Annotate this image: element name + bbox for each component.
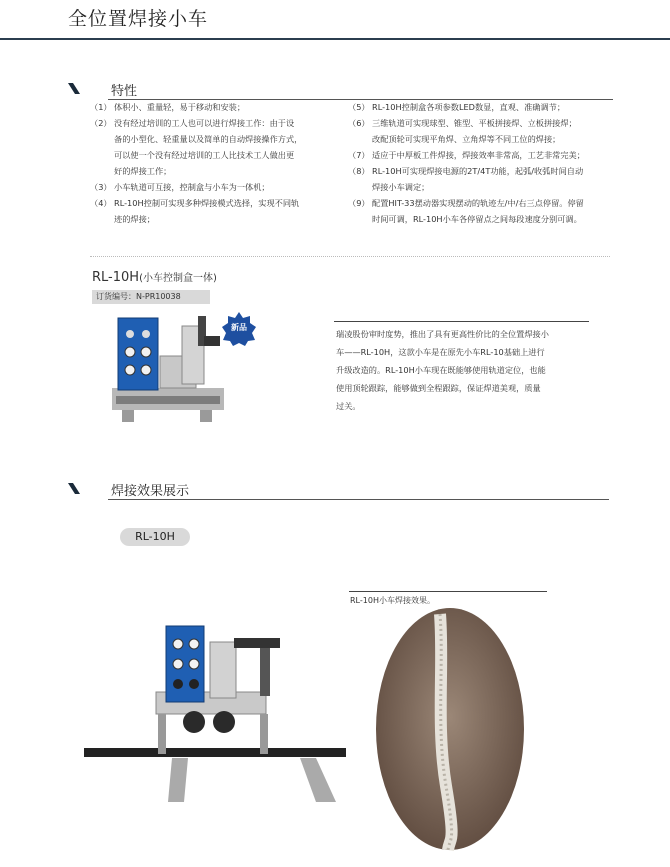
product-description [336, 325, 591, 415]
effects-heading [68, 480, 613, 502]
feature-item [348, 99, 638, 115]
feature-item [348, 147, 638, 163]
title-rule [0, 38, 670, 40]
feature-item [90, 195, 345, 227]
feature-text: 没有经过培训的工人也可以进行焊接工作：由于设 [114, 118, 295, 128]
product-model-sub: (小车控制盒一体) [139, 273, 217, 284]
new-badge-label: 新品 [231, 323, 247, 332]
feature-number: （1） [90, 102, 112, 112]
product-model [92, 269, 217, 285]
feature-item [348, 195, 638, 227]
feature-number: （5） [348, 102, 370, 112]
feature-text: 体积小、重量轻，易于移动和安装； [114, 102, 246, 112]
feature-item [90, 115, 345, 179]
feature-text: 改配顶轮可实现平角焊、立角焊等不同工位的焊接； [372, 134, 561, 144]
feature-text: 三维轨道可实现球型、锥型、平板拼接焊、立板拼接焊； [372, 118, 577, 128]
description-line: 瑞凌股份审时度势，推出了具有更高性价比的全位置焊接小 [336, 329, 549, 339]
carriage-on-rail-image [84, 622, 346, 804]
feature-text: 配置HIT-33摆动器实现摆动的轨迹左/中/右三点停留。停留 [372, 198, 584, 208]
feature-number: （3） [90, 182, 112, 192]
features-left [90, 99, 345, 227]
feature-number: （9） [348, 198, 370, 208]
feature-number: （2） [90, 118, 112, 128]
welding-carriage-image [108, 316, 228, 424]
description-line: 升级改造的。RL-10H小车现在既能够使用轨道定位，也能 [336, 365, 546, 375]
model-pill: RL-10H [120, 528, 190, 546]
feature-text: 迹的焊接； [114, 214, 155, 224]
caption-rule [349, 591, 547, 592]
effects-rule [108, 499, 609, 500]
order-code: 订货编号：N-PR10038 [92, 290, 210, 304]
feature-item [90, 99, 345, 115]
description-rule [334, 321, 589, 322]
feature-text: 备的小型化、轻重量以及简单的自动焊接操作方式， [114, 134, 303, 144]
feature-item [348, 163, 638, 195]
feature-item [90, 179, 345, 195]
features-title: 特性 [111, 84, 138, 99]
description-line: 使用顶轮跟踪，能够做到全程跟踪，保证焊道美观，质量 [336, 383, 541, 393]
feature-text: 适应于中厚板工件焊接，焊接效率非常高，工艺非常完美； [372, 150, 585, 160]
feature-text: RL-10H控制盒各项参数LED数显，直观、准确调节； [372, 102, 566, 112]
feature-number: （8） [348, 166, 370, 176]
feature-text: RL-10H控制可实现多种焊接模式选择，实现不同轨 [114, 198, 300, 208]
product-model-name: RL-10H [92, 270, 140, 285]
feature-text: 焊接小车调定； [372, 182, 430, 192]
new-badge-icon [222, 312, 256, 346]
feature-number: （4） [90, 198, 112, 208]
features-right [348, 99, 638, 227]
feature-item [348, 115, 638, 147]
feature-text: 可以使一个没有经过培训的工人比技术工人做出更 [114, 150, 295, 160]
weld-seam-image [374, 606, 526, 852]
feature-text: 小车轨道可互接，控制盒与小车为一体机； [114, 182, 270, 192]
feature-text: RL-10H可实现焊接电源的2T/4T功能，起弧/收弧时间自动 [372, 166, 584, 176]
effect-caption: RL-10H小车焊接效果。 [350, 596, 435, 605]
description-line: 车——RL-10H，这款小车是在原先小车RL-10基础上进行 [336, 347, 545, 357]
section-marker-icon [68, 83, 77, 94]
feature-number: （6） [348, 118, 370, 128]
feature-text: 时间可调，RL-10H小车各停留点之间每段速度分别可调。 [372, 214, 582, 224]
description-line: 过关。 [336, 401, 361, 411]
feature-number: （7） [348, 150, 370, 160]
section-marker-icon [68, 483, 77, 494]
feature-text: 好的焊接工作； [114, 166, 172, 176]
section-divider [90, 256, 610, 257]
page-title: 全位置焊接小车 [68, 8, 209, 30]
effects-title: 焊接效果展示 [111, 484, 190, 499]
